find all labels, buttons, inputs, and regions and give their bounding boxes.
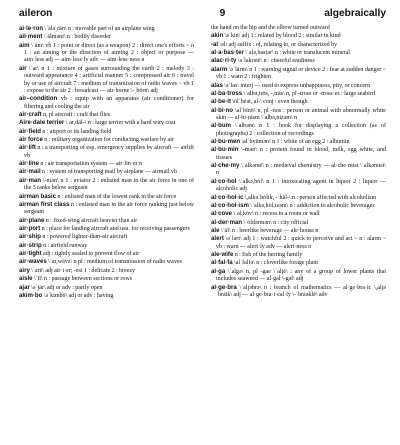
entry-definition: \ˈaljəbrə\ n : branch of mathematics — al·ge·bra·ic \,aljəˈbrāik\ adj — al·ge·bra·i·cal·ly \-ˈbrāəklē\ adv bbox=[216, 284, 386, 298]
entry-definition: \ˈalkə,hȯl\ n 1 : intoxicating agent in liquor 2 : liquor — alcoholic adj bbox=[216, 178, 386, 193]
dictionary-entry bbox=[211, 202, 386, 210]
entry-definition: n : system of transporting mail by airplane — airmail vb bbox=[40, 169, 177, 176]
right-column bbox=[211, 25, 386, 300]
entry-columns bbox=[19, 25, 386, 300]
dictionary-entry bbox=[211, 162, 386, 178]
dictionary-entry bbox=[211, 219, 386, 227]
entry-definition: \ˈalbə,trōs, -,träs\ n, pl -tross or -tross·es : large seabird bbox=[242, 90, 375, 97]
entry-headword: al·co·hol·ism bbox=[211, 201, 249, 209]
entry-headword: al·a·bas·ter bbox=[211, 49, 244, 57]
entry-definition: \ȯlˈbēət, al-\ conj : even though bbox=[230, 99, 308, 106]
entry-definition: \ˈar,wāvz\ n pl : medium of transmission of radio waves bbox=[46, 259, 182, 266]
entry-headword: -al bbox=[211, 40, 219, 48]
entry-definition: \ˈar,dāl-\ n : large terrier with a hard wiry coat bbox=[64, 120, 176, 127]
dictionary-entry bbox=[19, 217, 194, 225]
entry-definition: \ˈālmənt\ n : bodily disorder bbox=[42, 34, 111, 41]
dictionary-entry bbox=[19, 225, 194, 233]
dictionary-entry bbox=[19, 242, 194, 250]
entry-headword: ajar bbox=[19, 283, 30, 291]
entry-headword: air·tight bbox=[19, 250, 42, 258]
entry-headword: al·fal·fa bbox=[211, 259, 233, 267]
entry-definition: the hand on the hip and the elbow turned outward bbox=[211, 25, 330, 31]
left-column bbox=[19, 25, 194, 300]
dictionary-entry bbox=[19, 33, 194, 41]
dictionary-entry bbox=[211, 107, 386, 123]
entry-headword: akim·bo bbox=[19, 291, 43, 299]
entry-definition: n : air transportation system — air·lin·er n bbox=[38, 161, 142, 168]
dictionary-entry bbox=[19, 168, 194, 176]
entry-headword: al·bum bbox=[211, 122, 231, 130]
entry-headword: aisle bbox=[19, 275, 33, 283]
dictionary-entry bbox=[19, 233, 194, 241]
entry-definition: \ˈalkə,hȯl,izəm\ n : addiction to alcoholic beverages bbox=[248, 202, 375, 209]
entry-definition: n : a transporting of esp. emergency supplies by aircraft — airlift vb bbox=[24, 145, 194, 159]
entry-definition: \əˈkin\ adj 1 : related by blood 2 : similar in kind bbox=[223, 33, 341, 40]
entry-headword: alas bbox=[211, 81, 223, 89]
dictionary-entry bbox=[19, 177, 194, 193]
guide-word-right: algebraically bbox=[324, 8, 386, 19]
dictionary-entry bbox=[211, 284, 386, 300]
entry-definition: n : fixed-wing aircraft heavier than air bbox=[44, 217, 138, 224]
entry-headword: air force bbox=[19, 136, 43, 144]
dictionary-entry bbox=[19, 160, 194, 168]
dictionary-entry bbox=[19, 275, 194, 283]
entry-definition: n : military organization for conducting warfare by air bbox=[42, 137, 174, 144]
dictionary-entry bbox=[19, 111, 194, 119]
dictionary-entry bbox=[211, 25, 386, 32]
entry-headword: aim bbox=[19, 41, 30, 49]
entry-definition: \ˈāl\ n : beerlike beverage — ale·house n bbox=[219, 227, 319, 234]
guide-word-left: aileron bbox=[19, 8, 53, 19]
entry-definition: \əˈkimbō\ adj or adv : having bbox=[42, 292, 114, 299]
entry-headword: alert bbox=[211, 235, 224, 243]
entry-definition: n : powered lighter-than-air aircraft bbox=[41, 234, 128, 241]
entry-headword: air·strip bbox=[19, 241, 42, 249]
entry-headword: airy bbox=[19, 266, 30, 274]
dictionary-entry bbox=[211, 57, 386, 65]
entry-definition: vb : equip with an apparatus (air conditioner) for filtering and cooling the air bbox=[24, 96, 194, 110]
entry-headword: airman first class bbox=[19, 200, 70, 208]
entry-definition: \ˈalə,bastər\ n : white or translucent mineral bbox=[243, 50, 350, 57]
dictionary-entry bbox=[211, 90, 386, 98]
entry-headword: air·plane bbox=[19, 216, 45, 224]
entry-definition: \ˈalkəmē\ n : medieval chemistry — al·che·mist \ˈalkəmist\ n bbox=[216, 163, 386, 177]
entry-definition: \alˈbīnō\ n, pl -nos : person or animal with abnormally white skin — al·bi·nism \ˈalbə,nizəm\ n bbox=[216, 107, 386, 121]
dictionary-entry bbox=[211, 178, 386, 194]
entry-definition: \ˈīl\ n : passage between sections or rows bbox=[32, 276, 133, 283]
entry-headword: ai·le·ron bbox=[19, 25, 44, 32]
dictionary-entry bbox=[211, 235, 386, 251]
entry-headword: alarm bbox=[211, 65, 228, 73]
dictionary-entry bbox=[19, 119, 194, 127]
entry-definition: \ˈām\ vb 1 : point or direct (as a weapon) 2 : direct one's efforts ~ n 1 : an aiming or the direction of aiming 2 : object or purpose — aim·less adj — aim·less·ly adv — aim·less·ness n bbox=[24, 42, 194, 64]
entry-definition: \alˈfalfə\ n : cloverlike forage plant bbox=[232, 260, 319, 267]
dictionary-entry bbox=[211, 32, 386, 40]
entry-headword: air·lift bbox=[19, 144, 36, 152]
entry-headword: al·ge·bra bbox=[211, 283, 237, 291]
entry-definition: \əˈlərt\ adj 1 : watchful 2 : quick to perceive and act ~ n : alarm ~ vb : warn — alert·ly adv — alert·ness n bbox=[216, 236, 386, 250]
dictionary-entry bbox=[19, 250, 194, 258]
entry-headword: air·ship bbox=[19, 233, 42, 241]
entry-headword: al·der·man bbox=[211, 218, 243, 226]
entry-headword: ail·ment bbox=[19, 33, 43, 41]
dictionary-entry bbox=[211, 49, 386, 57]
entry-headword: akin bbox=[211, 32, 224, 40]
entry-definition: n : place for landing aircraft and usu. for receiving passengers bbox=[40, 225, 190, 232]
dictionary-entry bbox=[211, 66, 386, 82]
dictionary-entry bbox=[19, 25, 194, 33]
entry-headword: air·line bbox=[19, 160, 39, 168]
entry-headword: al·bu·men bbox=[211, 138, 241, 146]
dictionary-entry bbox=[19, 65, 194, 95]
entry-definition: \-mən\ n 1 : aviator 2 : enlisted man in the air force in one of the 3 ranks below sergeant bbox=[24, 177, 194, 192]
entry-definition: n : airfield runway bbox=[41, 242, 88, 249]
dictionary-entry bbox=[19, 136, 194, 144]
dictionary-entry bbox=[211, 259, 386, 267]
dictionary-entry bbox=[19, 193, 194, 201]
entry-headword: air·field bbox=[19, 127, 42, 135]
entry-headword: airman basic bbox=[19, 192, 57, 200]
entry-definition: \ˈalgə\ n, pl -gae \ˈaljē\ : any of a group of lower plants that includes seaweed — al·gal \-gəl\ adj bbox=[216, 268, 386, 283]
entry-definition: n, pl aircraft : craft that flies bbox=[41, 111, 111, 118]
entry-definition: \-mən\ n : protein found in blood, milk, egg white, and tissues bbox=[216, 147, 386, 161]
entry-definition: n : enlisted man in the air force ranking just below sergeant bbox=[24, 201, 194, 216]
dictionary-entry bbox=[19, 258, 194, 266]
entry-headword: ale·wife bbox=[211, 251, 234, 259]
dictionary-entry bbox=[19, 292, 194, 300]
entry-definition: \ˈalbəm\ n 1 : book for displaying a collection (as of photographs) 2 : collection of recordings bbox=[216, 123, 386, 137]
dictionary-entry bbox=[19, 95, 194, 111]
entry-definition: \ˈālə̇ˌrän\ n : movable part of an airplane wing bbox=[43, 26, 155, 32]
entry-headword: al·bi·no bbox=[211, 106, 234, 114]
entry-headword: air bbox=[19, 64, 27, 72]
dictionary-entry bbox=[19, 267, 194, 275]
dictionary-entry bbox=[211, 227, 386, 235]
dictionary-entry bbox=[211, 251, 386, 259]
dictionary-entry bbox=[19, 284, 194, 292]
dictionary-entry bbox=[211, 41, 386, 49]
entry-headword: air·mail bbox=[19, 168, 41, 176]
entry-definition: \əl\ adj suffix : of, relating to, or characterized by bbox=[218, 41, 338, 48]
entry-definition: \,alkəˈhȯlik, -ˈhäl-\ n : person affected with alcoholism bbox=[243, 194, 377, 201]
dictionary-entry bbox=[211, 210, 386, 218]
entry-definition: \ˈal,kōv\ n : recess in a room or wall bbox=[232, 211, 320, 218]
entry-headword: al·che·my bbox=[211, 162, 240, 170]
entry-headword: al·be·it bbox=[211, 98, 231, 106]
entry-headword: air·port bbox=[19, 224, 41, 232]
entry-definition: \ˈȯldərmən\ n : city official bbox=[242, 219, 309, 226]
dictionary-entry bbox=[19, 201, 194, 217]
entry-definition: \əˈlakrətē\ n : cheerful readiness bbox=[236, 58, 315, 65]
dictionary-entry bbox=[211, 194, 386, 202]
entry-headword: al·bu·min bbox=[211, 146, 239, 154]
entry-headword: Aire·dale terrier bbox=[19, 119, 65, 127]
entry-definition: \alˈbyümən\ n 1 : white of an egg 2 : albumin bbox=[240, 139, 350, 146]
entry-headword: air·waves bbox=[19, 258, 47, 266]
entry-headword: al·ba·tross bbox=[211, 89, 243, 97]
entry-definition: \əˈjär\ adj or adv : partly open bbox=[29, 284, 103, 291]
entry-definition: n : fish of the herring family bbox=[233, 252, 303, 259]
dictionary-entry bbox=[211, 82, 386, 90]
dictionary-entry bbox=[19, 144, 194, 160]
entry-definition: \əˈlärm\ n 1 : warning signal or device 2 : fear at sudden danger ~ vb 1 : warn 2 : frighten bbox=[216, 66, 386, 81]
dictionary-entry bbox=[211, 122, 386, 138]
entry-headword: al·ga bbox=[211, 267, 226, 275]
entry-definition: n : enlisted man of the lowest rank in the air force bbox=[56, 193, 177, 200]
entry-headword: air·craft bbox=[19, 110, 42, 118]
dictionary-entry bbox=[211, 98, 386, 106]
entry-definition: adj : tightly sealed to prevent flow of air bbox=[41, 251, 140, 258]
entry-headword: alac·ri·ty bbox=[211, 57, 237, 65]
entry-definition: \əˈlas\ interj — used to express unhappiness, pity, or concern bbox=[222, 82, 371, 89]
entry-headword: al·cove bbox=[211, 210, 233, 218]
entry-headword: air–condition bbox=[19, 95, 58, 103]
page-header bbox=[19, 8, 386, 21]
dictionary-entry bbox=[211, 268, 386, 284]
entry-definition: \ˈarē\ adj air·i·er; -est 1 : delicate 2 : breezy bbox=[29, 267, 136, 274]
dictionary-entry bbox=[211, 138, 386, 146]
entry-definition: \ˈar\ n 1 : mixture of gases surrounding the earth 2 : melody 3 : outward appearance 4 : artificial manner 5 : compressed air 6 : travel by or use of aircraft 7 : medium of transmission of radio waves ~ vb 1 : expose to the air 2 : broadcast — air·borne \-ˌbōrn\ adj bbox=[24, 65, 194, 94]
dictionary-entry bbox=[19, 42, 194, 65]
page-number: 9 bbox=[219, 8, 226, 19]
dictionary-entry bbox=[19, 128, 194, 136]
entry-headword: al·co·hol bbox=[211, 177, 237, 185]
entry-definition: n : airport or its landing field bbox=[41, 128, 112, 135]
entry-headword: ale bbox=[211, 226, 220, 234]
entry-headword: al·co·hol·ic bbox=[211, 193, 244, 201]
dictionary-entry bbox=[211, 146, 386, 162]
entry-headword: air·man bbox=[19, 176, 42, 184]
